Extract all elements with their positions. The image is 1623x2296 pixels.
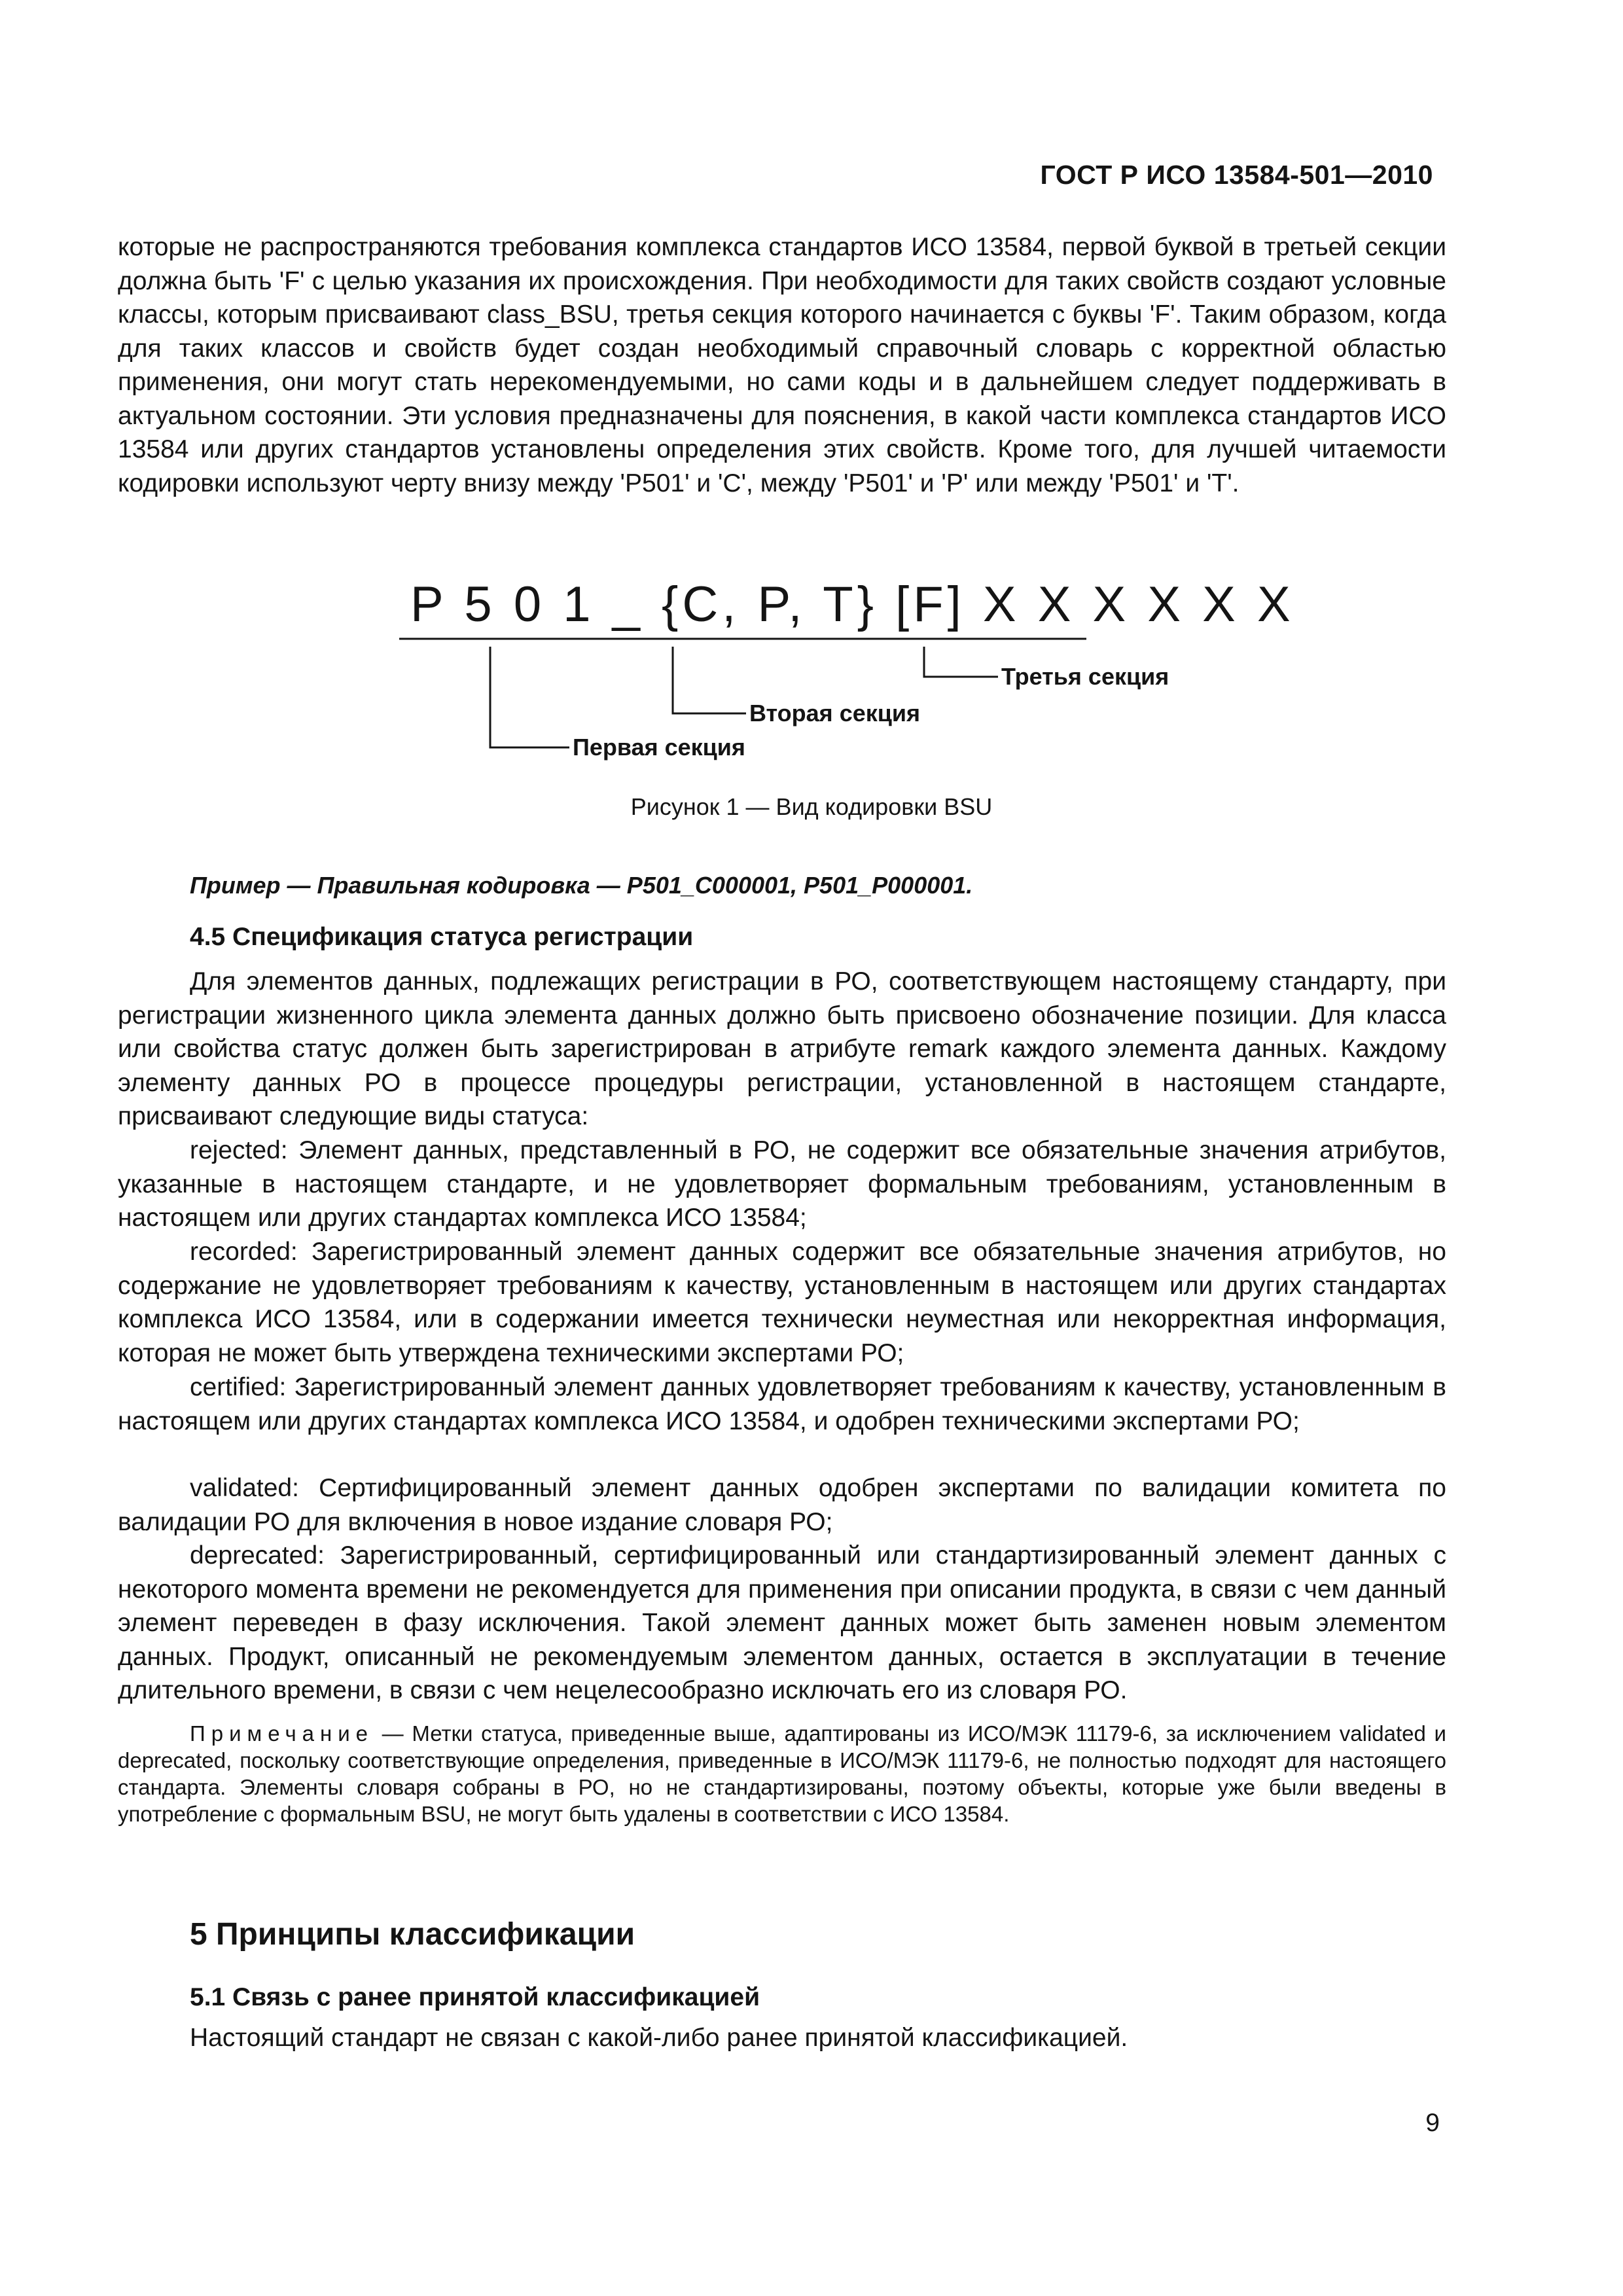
- label-first-section: Первая секция: [573, 734, 745, 761]
- paragraph-4-5-intro: Для элементов данных, подлежащих регистрации в РО, соответствующем настоящему стандарту, при регистрации жизненного цикла элемента данных должно быть присвоено обозначение позиции. Для класса или свойства статус должен быть зарегистрирован в атрибуте remark каждого элемента данных. Каждому элементу данных РО в процессе процедуры регистрации, установленной в настоящем стандарте, присваивают следующие виды статуса:: [118, 967, 1446, 1130]
- status-validated: validated: Сертифицированный элемент данных одобрен экспертами по валидации комитета по валидации РО для включения в новое издание словаря РО;: [118, 1474, 1446, 1536]
- note-paragraph: [118, 1720, 1446, 1827]
- intro-paragraph: которые не распространяются требования комплекса стандартов ИСО 13584, первой буквой в третьей секции должна быть 'F' с целью указания их происхождения. При необходимости для таких свойств создают условные классы, которым присваивают class_BSU, третья секция которого начинается с буквы 'F'. Таким образом, когда для таких классов и свойств будет создан необходимый справочный словарь с корректной областью применения, они могут стать нерекомендуемыми, но сами коды и в дальнейшем следует поддерживать в актуальном состоянии. Эти условия предназначены для пояснения, в какой части комплекса стандартов ИСО 13584 или других стандартов установлены определения этих свойств. Кроме того, для лучшей читаемости кодировки используют черту внизу между 'P501' и 'C', между 'P501' и 'P' или между 'P501' и 'T'.: [118, 233, 1446, 497]
- label-third-section: Третья секция: [1001, 663, 1169, 690]
- heading-4-5: 4.5 Спецификация статуса регистрации: [190, 923, 694, 951]
- connector-first-section: [490, 647, 569, 747]
- status-rejected: rejected: Элемент данных, представленный в РО, не содержит все обязательные значения атрибутов, указанные в настоящем стандарте, и не удовлетворяет формальным требованиям, установленным в настоящем или других стандартах комплекса ИСО 13584;: [118, 1136, 1446, 1232]
- status-deprecated: deprecated: Зарегистрированный, сертифицированный или стандартизированный элемент данных с некоторого момента времени не рекомендуется для применения при описании продукта, в связи с чем данный элемент переведен в фазу исключения. Такой элемент данных может быть заменен новым элементом данных. Продукт, описанный не рекомендуемым элементом данных, остается в эксплуатации в течение длительного времени, в связи с чем нецелесообразно исключать его из словаря РО.: [118, 1541, 1446, 1704]
- label-second-section: Вторая секция: [749, 700, 921, 726]
- paragraph-5-1: Настоящий стандарт не связан с какой-либо ранее принятой классификацией.: [190, 2024, 1128, 2052]
- page-number: 9: [1425, 2109, 1440, 2137]
- note-text: — Метки статуса, приведенные выше, адаптированы из ИСО/МЭК 11179-6, за исключением validated и deprecated, поскольку соответствующие определения, приведенные в ИСО/МЭК 11179-6, не полностью подходят для настоящего стандарта. Элементы словаря собраны в РО, но не стандартизированы, поэтому объекты, которые уже были введены в употребление с формальным BSU, не могут быть удалены в соответствии с ИСО 13584.: [118, 1721, 1446, 1826]
- connector-third-section: [924, 647, 998, 677]
- status-certified: certified: Зарегистрированный элемент данных удовлетворяет требованиям к качеству, установленным в настоящем или других стандартах комплекса ИСО 13584, и одобрен техническими экспертами РО;: [118, 1373, 1446, 1435]
- document-header: ГОСТ Р ИСО 13584-501—2010: [1040, 160, 1433, 190]
- heading-5-1: 5.1 Связь с ранее принятой классификацией: [190, 1983, 760, 2011]
- bsu-code-pattern: P 5 0 1 _ {C, P, T} [F] X X X X X X: [410, 577, 1294, 632]
- note-label: Примечание: [190, 1721, 374, 1746]
- example-line: Пример — Правильная кодировка — P501_C000001, P501_P000001.: [190, 872, 973, 899]
- status-recorded: recorded: Зарегистрированный элемент данных содержит все обязательные значения атрибутов, но содержание не удовлетворяет требованиям к качеству, установленным в настоящем или других стандартах комплекса ИСО 13584, или в содержании имеется технически неуместная или некорректная информация, которая не может быть утверждена техническими экспертами РО;: [118, 1238, 1446, 1367]
- connector-second-section: [673, 647, 746, 713]
- figure-caption: Рисунок 1 — Вид кодировки BSU: [630, 793, 993, 820]
- heading-5: 5 Принципы классификации: [190, 1917, 635, 1952]
